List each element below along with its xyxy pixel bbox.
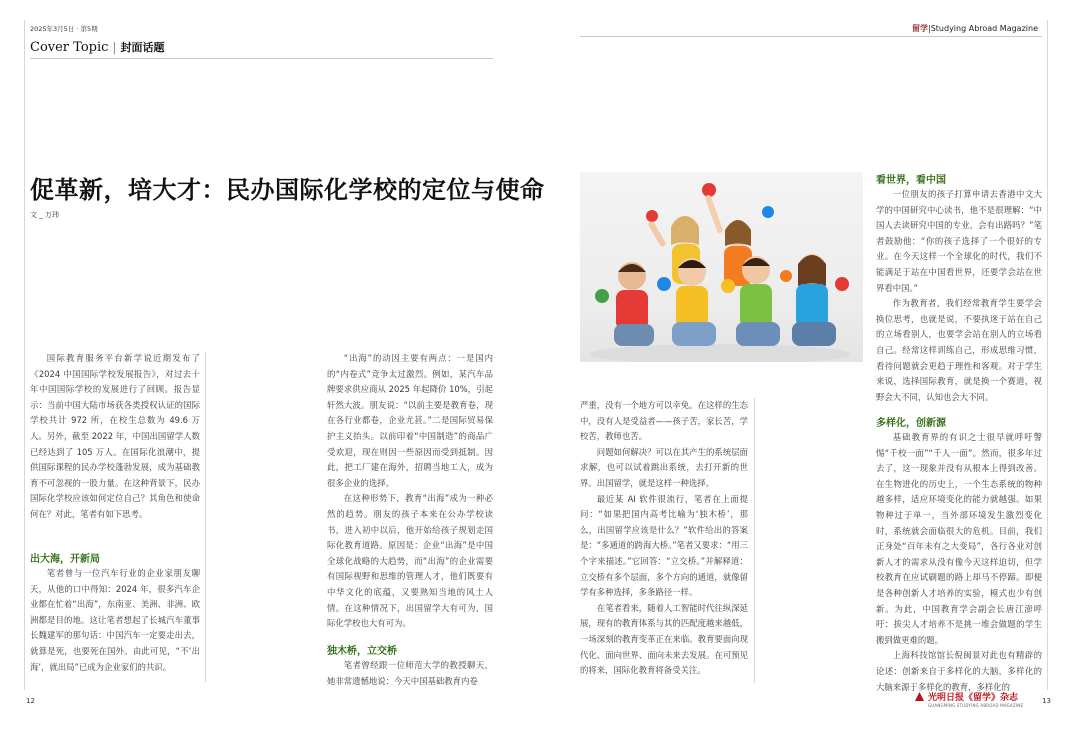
header-rule-left [30,58,493,59]
children-painted-hands-image [580,172,863,362]
page-edge-right [1047,20,1048,690]
kids-photo [580,172,863,362]
subheading-4: 多样化，创新源 [876,418,946,429]
section-cn: 封面话题 [120,41,165,54]
page-number-left: 12 [26,697,35,705]
paragraph: 国际教育服务平台新学说近期发布了《2024 中国国际学校发展报告》，对过去十年中国国际学校的发展进行了回顾。报告显示：当前中国大陆市场获各类授权认证的国际学校共计 972 所，在校生总数为 49.6 万人。另外，截至 2022 年，中国出国留学人数已经达到了 105 万人。在国际化浪潮中，提供国际课程的民办学校蓬勃发展，成为基础教育不可忽视的一股力量。在这种背景下，民办国际化学校应该如何定位自己？其角色和使命何在？对此，笔者有如下思考。 [30,353,200,519]
column-2-cont [327,658,493,689]
logo-text: 光明日报《留学》杂志 [928,693,1019,703]
article-author: 文 _ 万玮 [30,211,59,219]
section-en: Cover Topic [30,40,109,55]
paragraph: 在笔者看来，随着人工智能时代往纵深延展，现有的教育体系与其的匹配度越来越低，一场深刻的教育变革正在来临。教育要面向现代化、面向世界、面向未来去发展。在可预见的将来，国际化教育将备受关注。 [580,602,748,676]
paragraph: 问题如何解决？可以在其产生的系统层面求解，也可以试着跳出系统，去打开新的世界。出国留学，就是这样一种选择。 [580,446,748,488]
column-2 [327,351,493,632]
paragraph: 在这种形势下，教育“出海”成为一种必然的趋势。朋友的孩子本来在公办学校读书，进入初中以后，他开始给孩子规划走国际化教育道路。原因是：企业“出海”是中国全球化战略的大趋势，而“出海”的企业需要有国际视野和思维的管理人才，他们既要有中华文化的底蕴，又要熟知当地的风土人情。在这种情况下，出国留学大有可为，国际化学校也大有可为。 [327,493,493,629]
magazine-logo [928,690,1023,708]
article-title: 促革新，培大才：民办国际化学校的定位与使命 [30,176,545,204]
section-label [30,39,164,55]
subheading-1: 出大海，开新局 [30,554,100,565]
magazine-name: Studying Abroad Magazine [930,24,1038,33]
paragraph: 一位朋友的孩子打算申请去香港中文大学的中国研究中心读书，他不是很理解：“中国人去读研究中国的专业，会有出路吗？”笔者鼓励他：“你的孩子选择了一个很好的专业。在今天这样一个全球化的时代，我们不能满足于站在中国看世界，还要学会站在世界看中国。” [876,189,1042,293]
column-3 [580,398,748,679]
paragraph: 作为教育者，我们经常教育学生要学会换位思考，也就是说，不要执迷于站在自己的立场看别人，也要学会站在别人的立场看自己。经常这样训练自己，形成思维习惯，看待问题就会更趋于理性和客观。对于学生来说，选择国际教育，就是换一个赛道，视野会大不同，认知也会大不同。 [876,298,1042,402]
logo-subtext: GUANGMING STUDYING ABROAD MAGAZINE [928,703,1024,708]
paragraph: 笔者曾经跟一位师范大学的教授聊天，她非常遗憾地说：今天中国基础教育内卷 [327,660,493,686]
magazine-header: 留学|Studying Abroad Magazine [912,24,1038,33]
column-divider [754,398,755,683]
column-divider [205,352,206,682]
paragraph: 最近某 AI 软件很流行，笔者在上面提问：“如果把国内高考比喻为‘独木桥’，那么，出国留学应该是什么？”软件给出的答案是：“多通道的跨海大桥。”笔者又要求：“用三个字来描述。”它回答：“立交桥。”并解释道：立交桥有多个层面，多个方向的通道，就像留学有多种选择，多条路径一样。 [580,493,748,598]
section-separator: | [112,40,117,54]
header-rule-right [580,36,1042,37]
magazine-logo-icon [914,691,925,702]
paragraph: “出海”的动因主要有两点：一是国内的“内卷式”竞争太过激烈。例如，某汽车品牌要求供应商从 2025 年起降价 10%，引起轩然大波。朋友说：“以前主要是教育卷，现在各行业都卷，企业尤甚。”二是国际贸易保护主义抬头。以前印着“中国制造”的商品广受欢迎，现在则因一些原因而受到抵制。因此，把工厂建在海外，招聘当地工人，成为很多企业的选择。 [327,353,493,488]
issue-date: 2025年3月5日 · 第5期 [30,25,98,33]
column-1-cont [30,566,200,675]
subheading-3: 看世界，看中国 [876,175,946,186]
column-1 [30,351,200,523]
paragraph: 笔者曾与一位汽车行业的企业家朋友聊天，从他的口中得知：2024 年，很多汽车企业都在忙着“出海”，东南亚、美洲、非洲、欧洲都是目的地。这让笔者想起了长城汽车董事长魏建军的那句话：中国汽车一定要走出去，就算是死，也要死在国外。由此可见，“不‘出海’，就出局”已成为企业家们的共识。 [30,568,200,672]
page-edge-left [24,20,25,690]
column-4-cont [876,430,1042,695]
paragraph: 基础教育界的有识之士很早就呼吁警惕“千校一面”“千人一面”。然而，很多年过去了，这一现象并没有从根本上得到改善。在生物进化的历史上，一个生态系统的物种越多样，适应环境变化的能力就越强。如果物种过于单一，当外部环境发生激烈变化时，系统就会面临很大的危机。目前，我们正身处“百年未有之大变局”，各行各业对创新人才的需求从没有像今天这样迫切，但学校教育在应试刷题的路上却马不停蹄。即便是各种创新人才培养的实验，模式也少有创新。为此，中国教育学会副会长唐江澎呼吁：拔尖人才培养不是挑一堆会做题的学生搬到做更难的题。 [876,432,1042,645]
subheading-2: 独木桥，立交桥 [327,646,397,657]
column-4 [876,187,1042,405]
page-number-right: 13 [1042,697,1051,705]
magazine-brand: 留学 [912,24,928,33]
paragraph: 严重，没有一个地方可以幸免。在这样的生态中，没有人是受益者——孩子苦，家长苦，学校苦，教师也苦。 [580,400,748,442]
paragraph: 上海科技馆馆长倪闽景对此也有精辟的论述：创新来自于多样化的大脑，多样化的大脑来源于多样化的教育，多样化的 [876,650,1042,692]
